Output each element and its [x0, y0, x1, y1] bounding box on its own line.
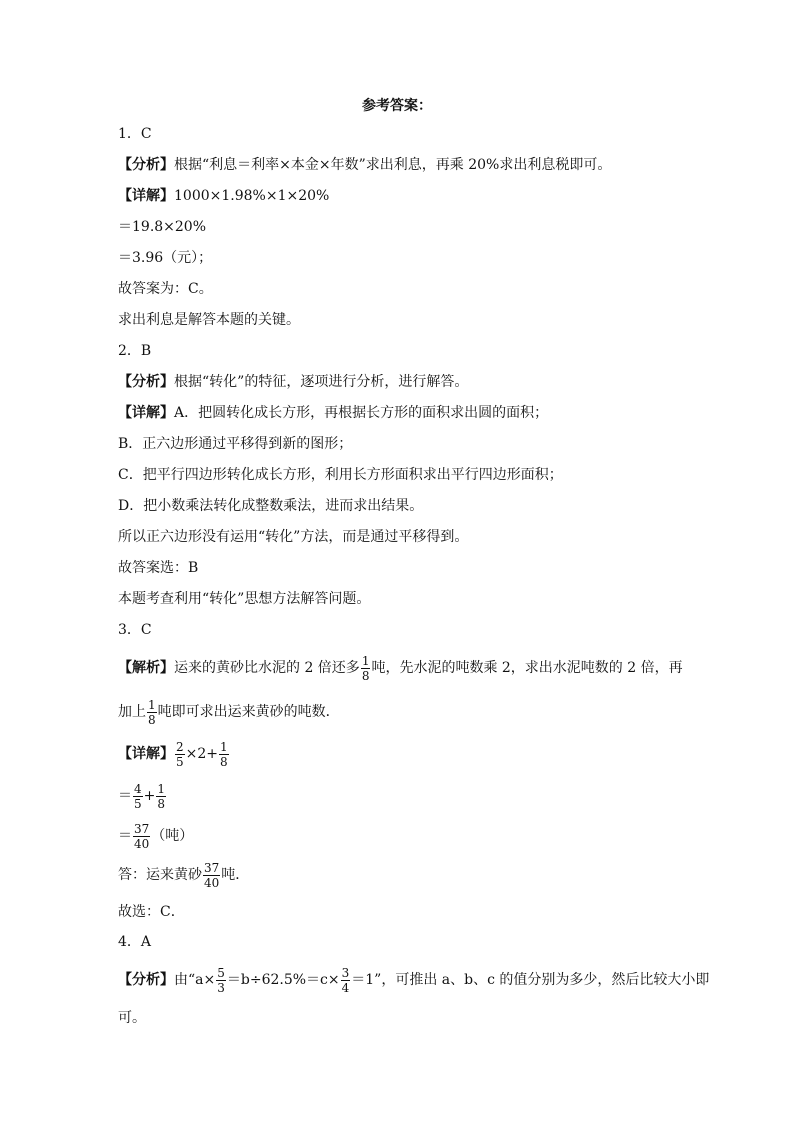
q1-analysis	[118, 155, 688, 175]
analysis-tag: 【分析】	[118, 374, 174, 390]
q3-answer	[118, 857, 688, 893]
plus-sign: +	[143, 788, 156, 804]
fraction-five-thirds	[216, 966, 226, 995]
q2-answer: 故答案选：B	[118, 560, 199, 576]
fraction-denominator: 40	[204, 875, 220, 890]
fraction-denominator: 5	[134, 796, 142, 811]
fraction-denominator: 4	[341, 980, 350, 995]
q3-answer-text-a: 答：运来黄砂	[118, 867, 202, 883]
fraction-three-quarters	[341, 966, 351, 995]
q1-analysis-text: 根据“利息＝利率×本金×年数”求出利息，再乘 20%求出利息税即可。	[174, 157, 612, 173]
fraction-one-eighth	[156, 782, 166, 811]
q3-step2	[118, 818, 688, 854]
q2-detail-b: B．正六边形通过平移得到新的图形；	[118, 436, 353, 452]
analysis-tag: 【分析】	[118, 972, 174, 988]
equals-sign: ＝	[118, 828, 132, 844]
fraction-numerator: 1	[148, 697, 156, 712]
q4-analysis-text-a: 由“a×	[174, 972, 216, 988]
fraction-numerator: 2	[176, 739, 184, 754]
q3-answer-text-b: 吨．	[221, 867, 250, 883]
q4-analysis-line2: 可。	[118, 1010, 146, 1026]
fraction-thirty-seven-fortieths	[203, 861, 220, 890]
q2-comment: 本题考查利用“转化”思想方法解答问题。	[118, 591, 371, 607]
fraction-one-eighth	[219, 740, 229, 769]
fraction-numerator: 1	[220, 739, 228, 754]
equals-sign: ＝	[118, 788, 132, 804]
q2-conclusion: 所以正六边形没有运用“转化”方法，而是通过平移得到。	[118, 529, 469, 545]
q1-detail	[118, 186, 688, 206]
fraction-numerator: 1	[157, 781, 166, 796]
fraction-denominator: 8	[361, 668, 370, 683]
q3-choice: 故选：C．	[118, 904, 185, 920]
fraction-denominator: 8	[157, 796, 166, 811]
fraction-numerator: 5	[217, 965, 225, 980]
fraction-one-eighth	[361, 654, 371, 683]
fraction-denominator: 8	[220, 754, 228, 769]
detail-tag: 【详解】	[118, 405, 174, 421]
analysis-tag: 【分析】	[118, 157, 174, 173]
q3-analysis-line1	[118, 650, 688, 686]
q3-analysis-line2	[118, 694, 688, 730]
q3-analysis-text-a: 运来的黄砂比水泥的 2 倍还多	[174, 660, 360, 676]
detail-tag: 【详解】	[118, 188, 174, 204]
fraction-denominator: 8	[148, 712, 156, 727]
q3-detail	[118, 736, 688, 772]
q2-detail-d: D．把小数乘法转化成整数乘法，进而求出结果。	[118, 498, 424, 514]
fraction-numerator: 37	[204, 860, 220, 875]
fraction-numerator: 37	[134, 821, 150, 836]
q2-detail-a	[118, 403, 688, 423]
q3-analysis-text-c: 加上	[118, 704, 146, 720]
fraction-numerator: 4	[134, 781, 142, 796]
q3-analysis-text-b: 吨，先水泥的吨数乘 2，求出水泥吨数的 2 倍，再	[371, 660, 683, 676]
fraction-denominator: 5	[176, 754, 184, 769]
q2-number: 2．B	[118, 343, 152, 359]
fraction-numerator: 1	[361, 653, 370, 668]
q4-analysis-line1	[118, 962, 710, 998]
q2-detail-c: C．把平行四边形转化成长方形，利用长方形面积求出平行四边形面积；	[118, 467, 563, 483]
q3-detail-operator: ×2+	[185, 746, 219, 762]
q1-detail-text: 1000×1.98%×1×20%	[174, 188, 330, 204]
fraction-four-fifths	[133, 782, 143, 811]
page-title: 参考答案：	[362, 98, 432, 114]
fraction-denominator: 40	[134, 836, 150, 851]
q2-analysis	[118, 372, 688, 392]
q1-step2: ＝3.96（元）；	[118, 250, 213, 266]
fraction-two-fifths	[175, 740, 185, 769]
q1-step1: ＝19.8×20%	[118, 219, 207, 235]
q3-step1	[118, 778, 688, 814]
unit-text: （吨）	[151, 828, 194, 844]
q1-comment: 求出利息是解答本题的关键。	[118, 312, 300, 328]
fraction-thirty-seven-fortieths	[133, 822, 150, 851]
fraction-one-eighth	[147, 698, 157, 727]
q4-number: 4．A	[118, 934, 152, 950]
fraction-numerator: 3	[341, 965, 350, 980]
q1-answer: 故答案为：C。	[118, 281, 213, 297]
analysis-tag: 【解析】	[118, 660, 174, 676]
q2-detail-a-text: A．把圆转化成长方形，再根据长方形的面积求出圆的面积；	[174, 405, 549, 421]
q4-analysis-text-c: ＝1”，可推出 a、b、c 的值分别为多少，然后比较大小即	[351, 972, 710, 988]
q3-analysis-text-d: 吨即可求出运来黄砂的吨数．	[157, 704, 340, 720]
fraction-denominator: 3	[217, 980, 225, 995]
q1-number: 1．C	[118, 126, 152, 142]
q3-number: 3．C	[118, 622, 152, 638]
q2-analysis-text: 根据“转化”的特征，逐项进行分析，进行解答。	[174, 374, 469, 390]
q4-analysis-text-b: ＝b÷62.5%＝c×	[226, 972, 340, 988]
detail-tag: 【详解】	[118, 746, 174, 762]
